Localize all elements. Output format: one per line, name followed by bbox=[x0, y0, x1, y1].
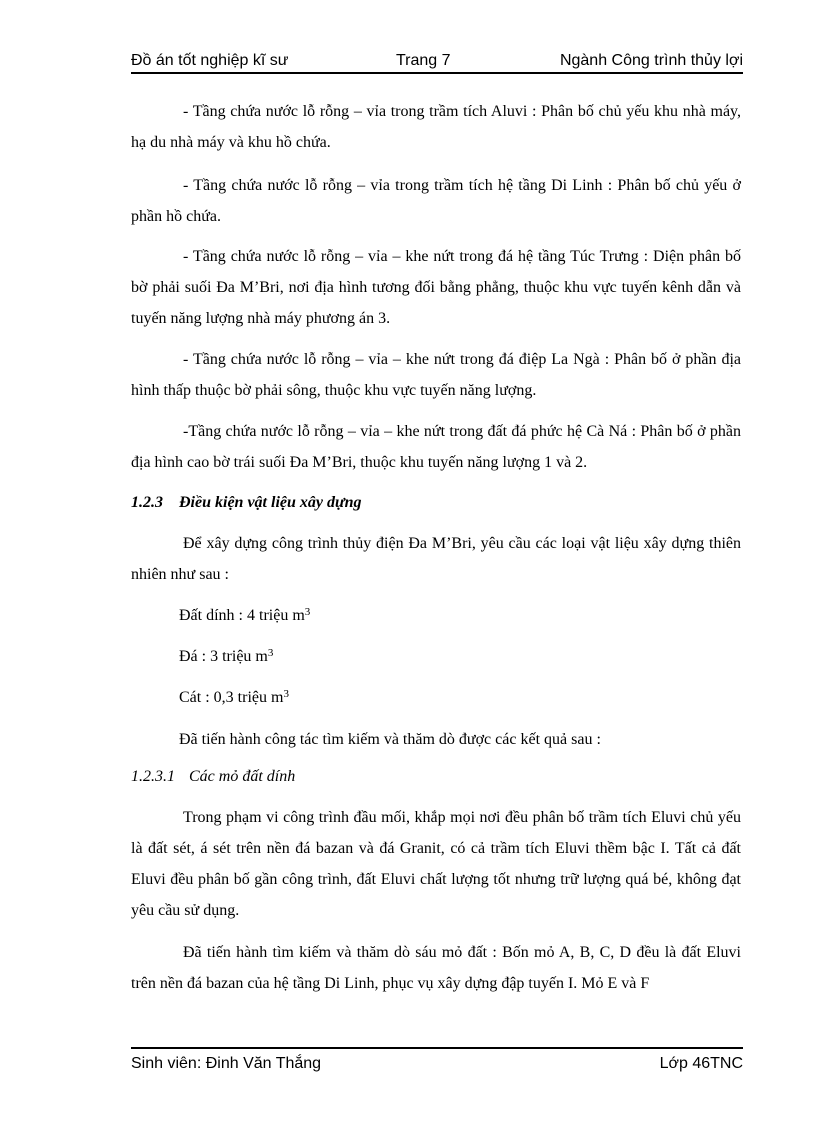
material-label: Cát : 0,3 triệu m bbox=[179, 689, 284, 706]
material-label: Đất dính : 4 triệu m bbox=[179, 607, 305, 624]
paragraph-luctrung-aquifer: - Tầng chứa nước lỗ rỗng – vỉa – khe nứt trong đá hệ tầng Túc Trưng : Diện phân bố bờ phải suối Đa M’Bri, nơi địa hình tương đối bằng phẳng, thuộc khu vực tuyến kênh dẫn và tuyến năng lượng nhà máy phương án 3. bbox=[131, 248, 741, 327]
section-title: Điều kiện vật liệu xây dựng bbox=[179, 494, 362, 511]
footer-rule bbox=[131, 1047, 743, 1049]
footer-class: Lớp 46TNC bbox=[659, 1055, 743, 1072]
material-exponent: 3 bbox=[267, 647, 274, 659]
paragraph-cana-aquifer: -Tầng chứa nước lỗ rỗng – vỉa – khe nứt trong đất đá phức hệ Cà Ná : Phân bố ở phần địa hình cao bờ trái suối Đa M’Bri, thuộc khu tuyến năng lượng 1 và 2. bbox=[131, 423, 741, 471]
paragraph-six-quarries: Đã tiến hành tìm kiếm và thăm dò sáu mỏ đất : Bốn mỏ A, B, C, D đều là đất Eluvi trên nền đá bazan của hệ tầng Di Linh, phục vụ xây dựng đập tuyến I. Mỏ E và F bbox=[131, 944, 741, 992]
material-exponent: 3 bbox=[304, 606, 311, 618]
paragraph-eluvi-overview: Trong phạm vi công trình đầu mối, khắp mọi nơi đều phân bố trầm tích Eluvi chủ yếu là đất sét, á sét trên nền đá bazan và đá Granit, có cả trầm tích Eluvi thềm bậc I. Tất cả đất Eluvi đều phân bố gần công trình, đất Eluvi chất lượng tốt nhưng trữ lượng quá bé, không đạt yêu cầu sử dụng. bbox=[131, 809, 741, 919]
section-heading-1-2-3-1 bbox=[131, 765, 295, 789]
subsection-title: Các mỏ đất dính bbox=[189, 768, 296, 785]
page-header bbox=[131, 50, 743, 72]
page-footer bbox=[131, 1052, 743, 1076]
material-stone bbox=[179, 645, 273, 669]
paragraph-survey-results: Đã tiến hành công tác tìm kiếm và thăm dò được các kết quả sau : bbox=[179, 731, 601, 748]
header-document-type: Đồ án tốt nghiệp kĩ sư bbox=[131, 52, 289, 69]
subsection-number: 1.2.3.1 bbox=[131, 768, 175, 785]
material-exponent: 3 bbox=[283, 688, 289, 700]
section-heading-1-2-3 bbox=[131, 491, 361, 515]
material-label: Đá : 3 triệu m bbox=[179, 648, 268, 665]
paragraph-dilinh-aquifer: - Tầng chứa nước lỗ rỗng – vỉa trong trầm tích hệ tầng Di Linh : Phân bố chủ yếu ở phần hồ chứa. bbox=[131, 177, 741, 225]
paragraph-materials-intro: Để xây dựng công trình thủy điện Đa M’Bri, yêu cầu các loại vật liệu xây dựng thiên nhiên như sau : bbox=[131, 535, 741, 583]
header-page-number: Trang 7 bbox=[396, 52, 451, 69]
header-department: Ngành Công trình thủy lợi bbox=[559, 52, 743, 69]
material-clay-soil bbox=[179, 604, 310, 628]
material-sand bbox=[179, 686, 289, 710]
header-rule bbox=[131, 72, 743, 74]
paragraph-aluvi-aquifer: - Tầng chứa nước lỗ rỗng – vỉa trong trầm tích Aluvi : Phân bố chủ yếu khu nhà máy, hạ du nhà máy và khu hồ chứa. bbox=[131, 103, 741, 151]
paragraph-langa-aquifer: - Tầng chứa nước lỗ rỗng – vỉa – khe nứt trong đá điệp La Ngà : Phân bố ở phần địa hình thấp thuộc bờ phải sông, thuộc khu vực tuyến năng lượng. bbox=[131, 351, 741, 399]
footer-student-name: Sinh viên: Đinh Văn Thắng bbox=[131, 1055, 322, 1072]
section-number: 1.2.3 bbox=[131, 494, 163, 511]
